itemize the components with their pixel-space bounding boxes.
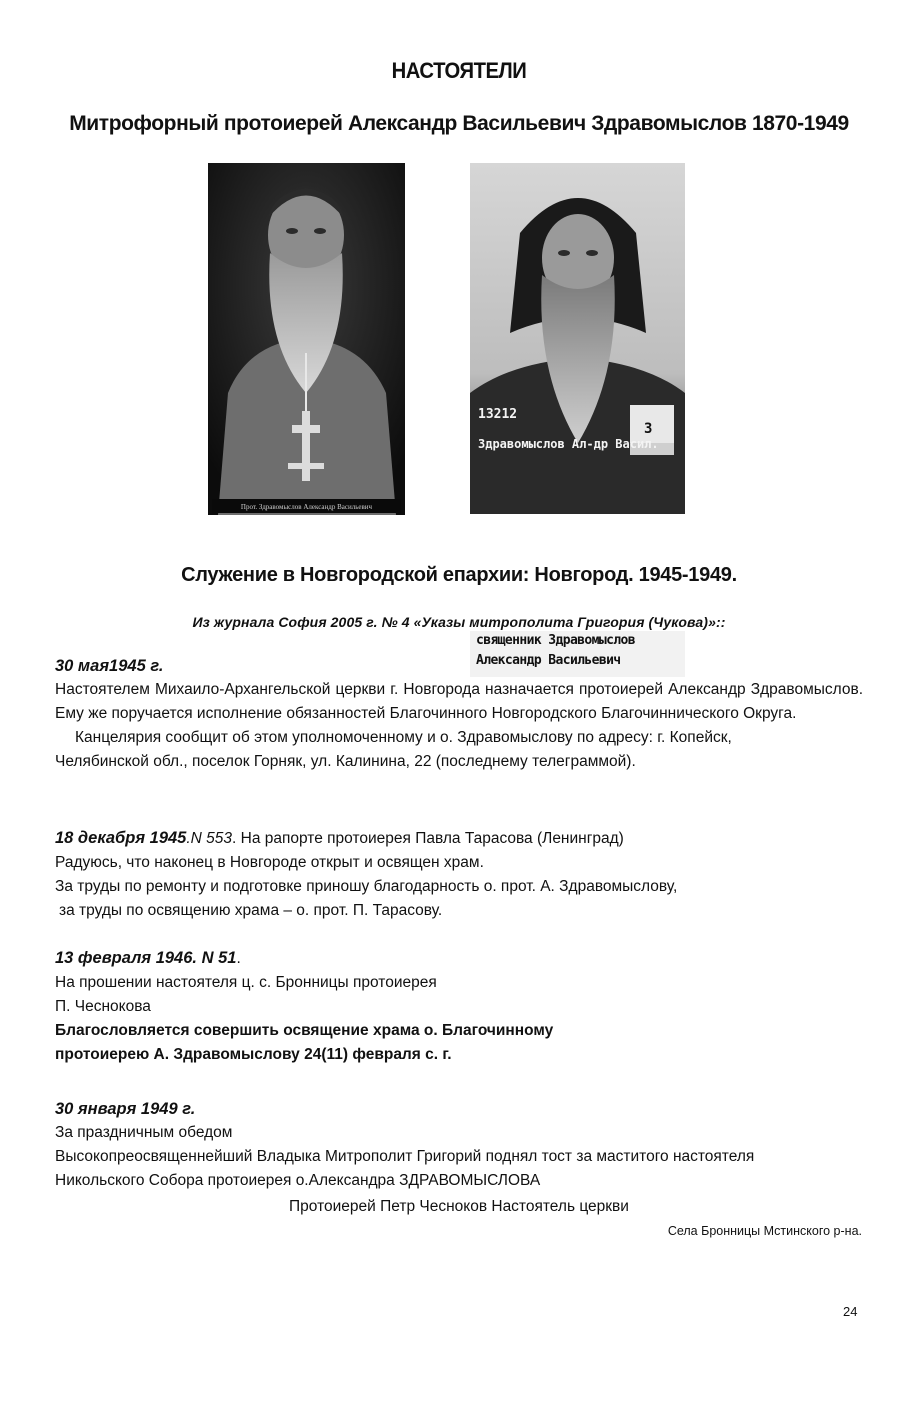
page-title: НАСТОЯТЕЛИ [391, 58, 527, 83]
entry-2-line4: за труды по освящению храма – о. прот. П. Тарасову. [59, 902, 443, 919]
entry-3-tail: . [236, 950, 241, 967]
entry-4-date: 30 января 1949 г. [55, 1100, 196, 1118]
entry-2-line3: За труды по ремонту и подготовке приношу благодарность о. прот. А. Здравомыслову, [55, 878, 678, 895]
entry-3-line4: Благословляется совершить освящение храма о. Благочинному [55, 1022, 554, 1039]
entry-3-line2: На прошении настоятеля ц. с. Бронницы протоиерея [55, 974, 437, 991]
section-heading: Служение в Новгородской епархии: Новгород. 1945-1949. [181, 564, 737, 586]
entry-3-date: 13 февраля 1946 [55, 949, 193, 967]
entry-1 [55, 654, 863, 774]
photo-caption-right-line1: священник Здравомыслов [476, 633, 635, 648]
handwritten-name: Здравомыслов Ал-др Васил. [478, 437, 659, 451]
entry-2-rest: . На рапорте протоиерея Павла Тарасова (Ленинград) [232, 830, 624, 847]
entry-1-text: Настоятелем Михаило-Архангельской церкви г. Новгорода назначается протоиерей Александр Здравомыслов. Ему же поручается исполнение обязанностей Благочинного Новгородского Благочиннического Округа. [55, 681, 863, 722]
prisoner-number: 13212 [478, 407, 518, 422]
entry-3-line5: протоиерею А. Здравомыслову 24(11) февраля с. г. [55, 1046, 452, 1063]
page-number: 24 [843, 1304, 858, 1319]
entry-3 [55, 946, 863, 1067]
entry-2-line2: Радуюсь, что наконец в Новгороде открыт и освящен храм. [55, 854, 484, 871]
photo-caption-right-line2: Александр Васильевич [476, 653, 621, 668]
entry-1-address-line1: Канцелярия сообщит об этом уполномоченному и о. Здравомыслову по адресу: г. Копейск, [75, 729, 732, 746]
entry-2-date: 18 декабря 1945 [55, 829, 187, 847]
signature-line: Протоиерей Петр Чесноков Настоятель церкви [289, 1198, 629, 1215]
entry-3-number: . N 51 [192, 949, 237, 967]
plate-number: 3 [644, 421, 653, 437]
entry-2-number: .N 553 [186, 830, 233, 847]
portrait-photo-left [208, 163, 405, 515]
entry-4 [55, 1097, 863, 1193]
entry-4-line3: Высокопреосвященнейший Владыка Митрополит Григорий поднял тост за маститого настоятеля [55, 1148, 755, 1165]
entry-1-address-line2: Челябинской обл., поселок Горняк, ул. Калинина, 22 (последнему телеграммой). [55, 753, 636, 770]
entry-2 [55, 826, 863, 923]
page-subtitle: Митрофорный протоиерей Александр Васильевич Здравомыслов 1870-1949 [69, 112, 849, 135]
portrait-image-left [208, 163, 405, 515]
portrait-photo-right [470, 163, 685, 668]
entry-4-line4: Никольского Собора протоиерея о.Александра ЗДРАВОМЫСЛОВА [55, 1172, 541, 1189]
signature-place: Села Бронницы Мстинского р-на. [667, 1224, 862, 1238]
entry-1-date: 30 мая1945 г. [55, 657, 164, 675]
entry-4-line2: За праздничным обедом [55, 1124, 233, 1141]
entry-3-line3: П. Чеснокова [55, 998, 151, 1015]
portrait-image-right [470, 163, 685, 514]
photo-caption-left: Прот. Здравомыслов Александр Васильевич [240, 503, 373, 511]
source-citation: Из журнала София 2005 г. № 4 «Указы митрополита Григория (Чукова)»:: [192, 614, 726, 630]
